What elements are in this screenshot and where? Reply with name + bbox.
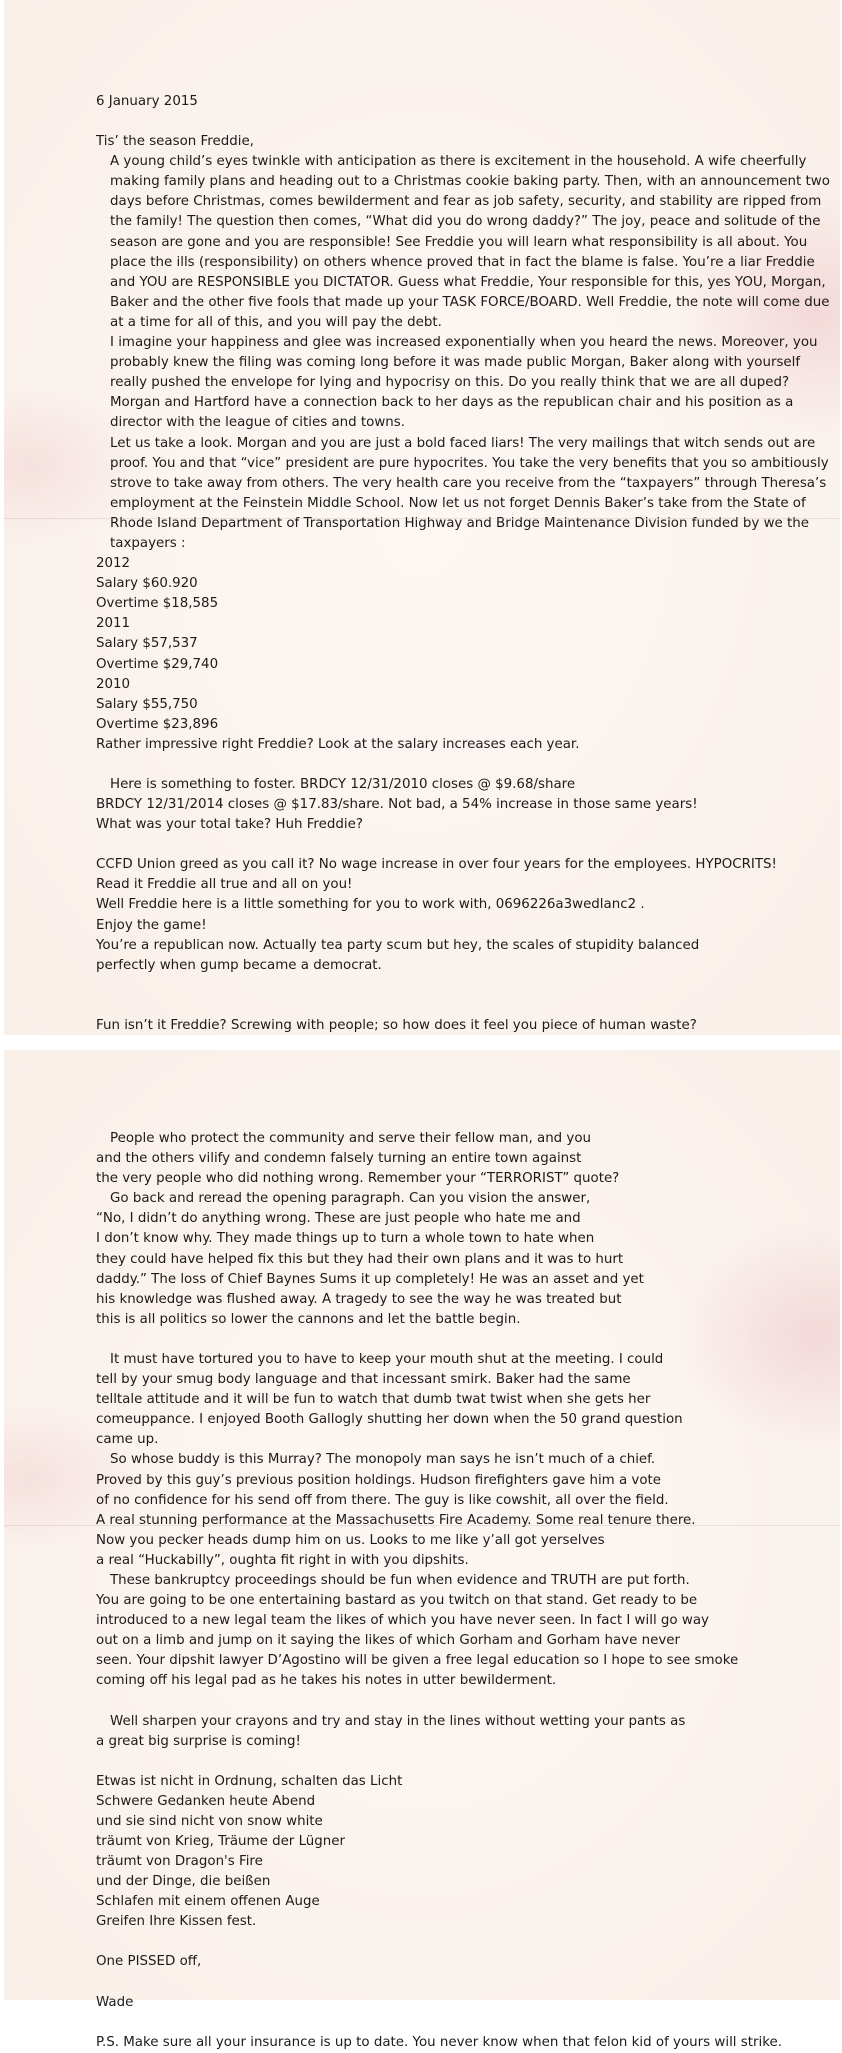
figure-line: 2012: [96, 556, 131, 572]
stock-line-3: What was your total take? Huh Freddie?: [96, 817, 363, 833]
text-line: the very people who did nothing wrong. Remember your “TERRORIST” quote?: [96, 1171, 620, 1187]
verse-line: träumt von Krieg, Träume der Lügner: [96, 1834, 346, 1849]
union-line: Well Freddie here is a little something for you to work with, 0696226a3wedlanc2 .: [96, 897, 645, 913]
sign-off: One PISSED off,: [96, 1954, 202, 1970]
union-line: CCFD Union greed as you call it? No wage increase in over four years for the employees. HYPOCRITS!: [96, 857, 777, 873]
union-line: perfectly when gump became a democrat.: [96, 957, 382, 973]
text-line: Go back and reread the opening paragraph. Can you vision the answer,: [110, 1191, 591, 1207]
text-line: and the others vilify and condemn falsely turning an entire town against: [96, 1151, 582, 1167]
union-line: Enjoy the game!: [96, 917, 207, 933]
text-line: they could have helped fix this but they had their own plans and it was to hurt: [96, 1251, 624, 1267]
figure-line: Salary $55,750: [96, 696, 198, 712]
page-gap: [0, 1035, 842, 1050]
text-line: a real “Huckabilly”, oughta fit right in with you dipshits.: [96, 1552, 469, 1568]
union-line: You’re a republican now. Actually tea party scum but hey, the scales of stupidity balanced: [96, 937, 700, 953]
figure-line: Salary $60.920: [96, 576, 198, 592]
text-line: You are going to be one entertaining bastard as you twitch on that stand. Get ready to be: [96, 1593, 698, 1609]
page-2-text: [96, 1129, 831, 2053]
paragraph-2: I imagine your happiness and glee was increased exponentially when you heard the news. Moreover, you probably knew the filing was coming long before it was made public Morgan, Baker along with yourself really pushed the envelope for lying and hypocrisy on this. Do you really think that we are all duped? Morgan and Hartford have a connection back to her days as the republican chair and his position as a director with the league of cities and towns.: [110, 335, 818, 431]
closing-question: Fun isn’t it Freddie? Screwing with people; so how does it feel you piece of human waste?: [96, 1017, 697, 1033]
text-line: his knowledge was flushed away. A tragedy to see the way he was treated but: [96, 1291, 622, 1307]
text-line: I don’t know why. They made things up to turn a whole town to hate when: [96, 1231, 595, 1247]
text-line: tell by your smug body language and that incessant smirk. Baker had the same: [96, 1372, 631, 1388]
verse-line: Schwere Gedanken heute Abend: [96, 1793, 316, 1809]
figure-line: 2010: [96, 676, 131, 692]
text-line: coming off his legal pad as he takes his notes in utter bewilderment.: [96, 1673, 557, 1689]
text-line: It must have tortured you to have to keep your mouth shut at the meeting. I could: [110, 1351, 664, 1367]
postscript: P.S. Make sure all your insurance is up to date. You never know when that felon kid of yours will strike.: [96, 2034, 782, 2050]
stock-line-2: BRDCY 12/31/2014 closes @ $17.83/share. Not bad, a 54% increase in those same years!: [96, 797, 698, 813]
verse-line: Etwas ist nicht in Ordnung, schalten das Licht: [96, 1773, 403, 1789]
text-line: out on a limb and jump on it saying the likes of which Gorham and Gorham have never: [96, 1633, 680, 1649]
text-line: Well sharpen your crayons and try and stay in the lines without wetting your pants as: [110, 1713, 686, 1729]
union-line: Read it Freddie all true and all on you!: [96, 877, 353, 893]
figure-line: Overtime $23,896: [96, 716, 219, 732]
figure-line: Overtime $29,740: [96, 656, 219, 672]
figure-line: Salary $57,537: [96, 636, 198, 652]
text-line: Proved by this guy’s previous position holdings. Hudson firefighters gave him a vote: [96, 1472, 662, 1488]
text-line: seen. Your dipshit lawyer D’Agostino will be given a free legal education so I hope to see smoke: [96, 1653, 739, 1669]
signature: Wade: [96, 1994, 134, 2010]
verse-line: und der Dinge, die beißen: [96, 1874, 271, 1890]
text-line: So whose buddy is this Murray? The monopoly man says he isn’t much of a chief.: [110, 1452, 656, 1468]
verse-line: und sie sind nicht von snow white: [96, 1813, 323, 1829]
text-line: came up.: [96, 1432, 159, 1448]
text-line: introduced to a new legal team the likes of which you have never seen. In fact I will go way: [96, 1613, 709, 1629]
text-line: “No, I didn’t do anything wrong. These are just people who hate me and: [96, 1211, 581, 1227]
verse-line: Schlafen mit einem offenen Auge: [96, 1894, 320, 1910]
letter-date: 6 January 2015: [96, 94, 198, 109]
letter-page-1: [4, 0, 840, 1035]
verse-line: Greifen Ihre Kissen fest.: [96, 1914, 257, 1930]
text-line: People who protect the community and serve their fellow man, and you: [110, 1131, 592, 1146]
stock-line-1: Here is something to foster. BRDCY 12/31/2010 closes @ $9.68/share: [110, 777, 576, 792]
figure-line: Overtime $18,585: [96, 596, 219, 612]
paragraph-1: A young child’s eyes twinkle with anticipation as there is excitement in the household. A wife cheerfully making family plans and heading out to a Christmas cookie baking party. Then, with an announcement two days before Christmas, comes bewilderment and fear as job safety, security, and stability are ripped from the family! The question then comes, “What did you do wrong daddy?” The joy, peace and solitude of the season are gone and you are responsible! See Freddie you will learn what responsibility is all about. You place the ills (responsibility) on others whence proved that in fact the blame is false. You’re a liar Freddie and YOU are RESPONSIBLE you DICTATOR. Guess what Freddie, Your responsible for this, yes YOU, Morgan, Baker and the other five fools that made up your TASK FORCE/BOARD. Well Freddie, the note will come due at a time for all of this, and you will pay the debt.: [110, 154, 830, 330]
paragraph-3: Let us take a look. Morgan and you are just a bold faced liars! The very mailings that witch sends out are proof. You and that “vice” president are pure hypocrites. You take the very benefits that you so ambitiously strove to take away from others. The very health care you receive from the “taxpayers” through Theresa’s employment at the Feinstein Middle School. Now let us not forget Dennis Baker’s take from the State of Rhode Island Department of Transportation Highway and Bridge Maintenance Division funded by we the taxpayers :: [110, 435, 829, 551]
text-line: this is all politics so lower the cannons and let the battle begin.: [96, 1311, 521, 1327]
letter-page-2: [4, 1050, 840, 2050]
page-1-text: [96, 92, 831, 1036]
text-line: daddy.” The loss of Chief Baynes Sums it up completely! He was an asset and yet: [96, 1271, 644, 1287]
text-line: A real stunning performance at the Massachusetts Fire Academy. Some real tenure there.: [96, 1512, 696, 1528]
text-line: a great big surprise is coming!: [96, 1733, 301, 1749]
figure-line: 2011: [96, 616, 131, 632]
verse-line: träumt von Dragon's Fire: [96, 1854, 263, 1870]
salary-remark: Rather impressive right Freddie? Look at the salary increases each year.: [96, 736, 580, 752]
text-line: telltale attitude and it will be fun to watch that dumb twat twist when she gets her: [96, 1392, 651, 1408]
salutation: Tis’ the season Freddie,: [96, 134, 254, 150]
text-line: comeuppance. I enjoyed Booth Gallogly shutting her down when the 50 grand question: [96, 1412, 683, 1428]
text-line: of no confidence for his send off from there. The guy is like cowshit, all over the field.: [96, 1492, 669, 1508]
text-line: Now you pecker heads dump him on us. Looks to me like y’all got yerselves: [96, 1532, 605, 1548]
text-line: These bankruptcy proceedings should be fun when evidence and TRUTH are put forth.: [110, 1572, 690, 1588]
